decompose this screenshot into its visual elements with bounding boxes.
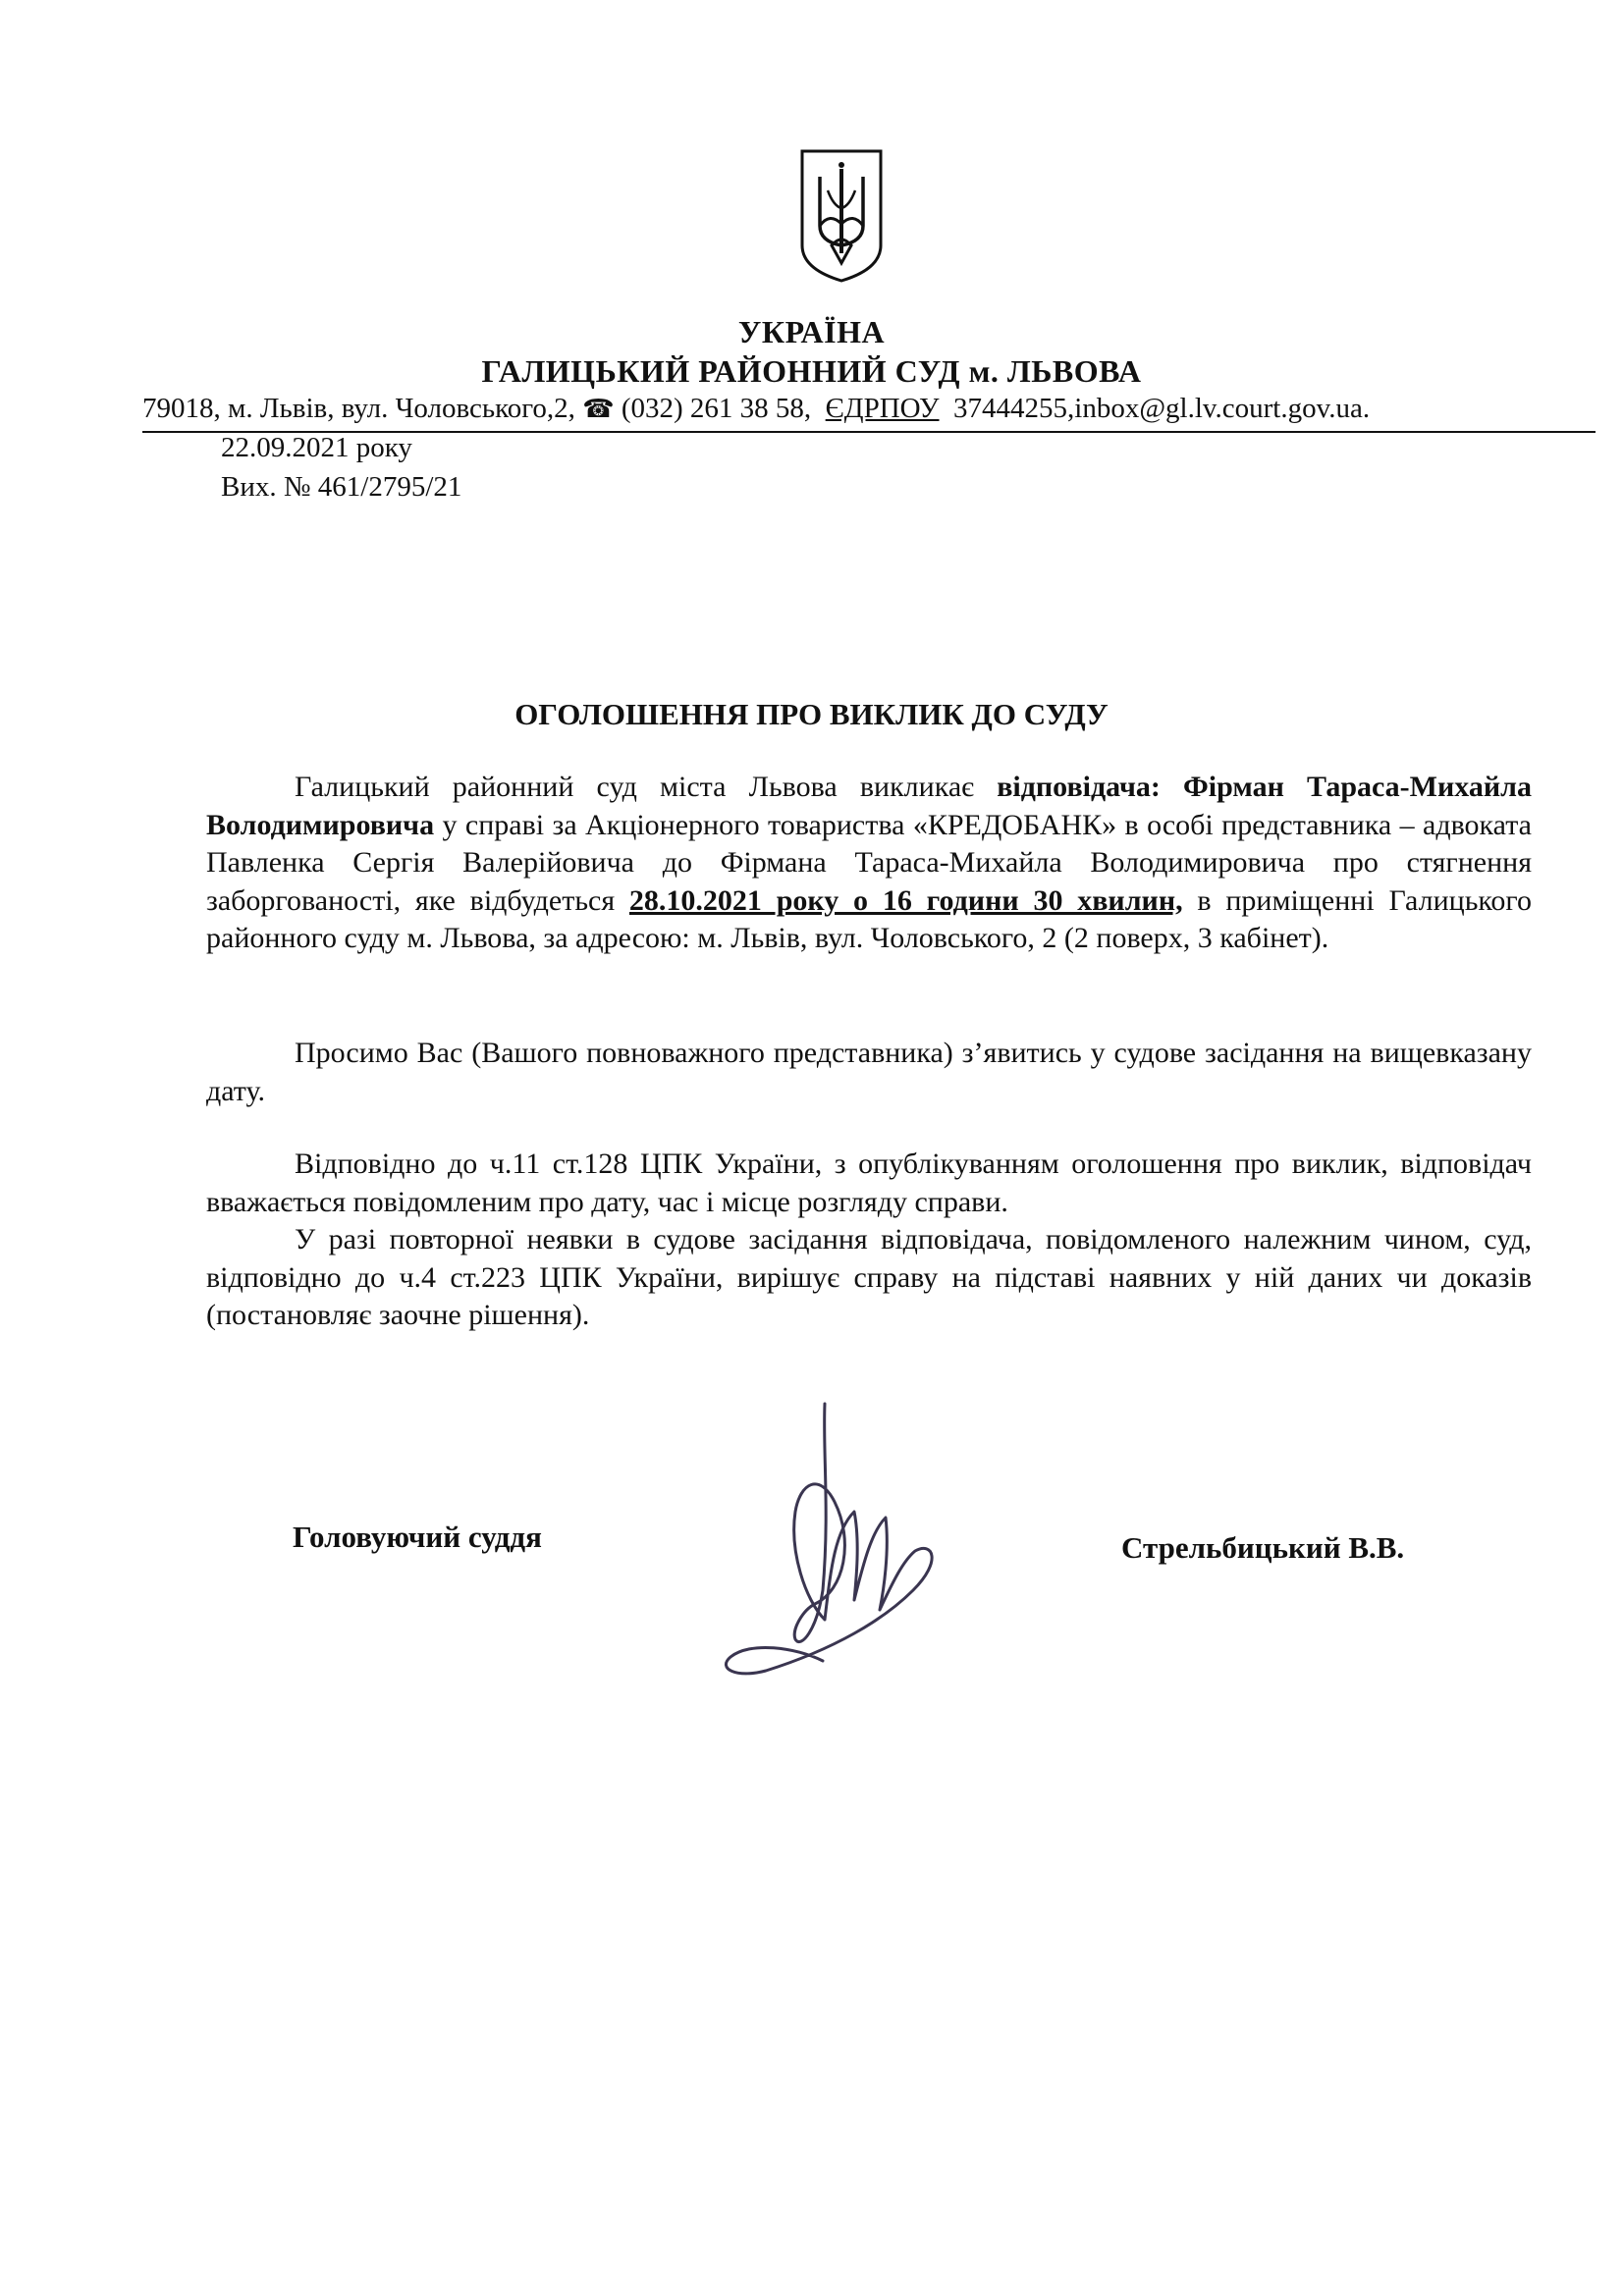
defendant-name: відповідача: Фірман Тараса-Михайла Володимировича	[206, 771, 1532, 841]
p4-text: У разі повторної неявки в судове засідання відповідача, повідомленого належним чином, суд, відповідно до ч.4 ст.223 ЦПК України, вирішує справу на підставі наявних у ній даних чи доказів (постановляє заочне рішення).	[206, 1223, 1532, 1331]
handwritten-signature	[707, 1394, 943, 1698]
ukraine-coat-of-arms-icon	[798, 147, 885, 285]
hearing-datetime: 28.10.2021 року о 16 години 30 хвилин,	[628, 883, 1183, 917]
document-date: 22.09.2021 року	[221, 432, 412, 463]
p1-text-a: Галицький районний суд міста Львова викликає	[295, 771, 998, 803]
header-address-line	[142, 393, 1596, 433]
p1-text-e: в приміщенні Галицького районного суду м. Львова, за адресою: м. Львів, вул. Чоловського, 2 (2 поверх, 3 кабінет).	[206, 883, 1532, 954]
default-judgment-paragraph	[206, 1221, 1532, 1335]
header-court-name: ГАЛИЦЬКИЙ РАЙОННИЙ СУД м. ЛЬВОВА	[481, 353, 1142, 389]
phone-icon: ☎	[582, 395, 615, 423]
court-address: 79018, м. Львів, вул. Чоловського,2,	[142, 393, 575, 424]
request-paragraph	[206, 1035, 1532, 1110]
edrpou-and-email: 37444255,inbox@gl.lv.court.gov.ua.	[953, 393, 1371, 424]
p1-text-c: у справі за Акціонерного товариства «КРЕДОБАНК» в особі представника – адвоката Павленка Сергія Валерійовича до Фірмана Тараса-Михайла Володимировича про стягнення заборгованості, яке відбудеться	[206, 808, 1532, 917]
p3-text: Відповідно до ч.11 ст.128 ЦПК України, з опублікуванням оголошення про виклик, відповідач вважається повідомленим про дату, час і місце розгляду справи.	[206, 1148, 1532, 1218]
court-phone: (032) 261 38 58,	[621, 393, 812, 424]
outgoing-number: Вих. № 461/2795/21	[221, 471, 462, 503]
summons-paragraph	[206, 769, 1532, 958]
edrpou-label: ЄДРПОУ	[825, 393, 940, 424]
judge-title: Головуючий суддя	[293, 1520, 542, 1554]
document-title: ОГОЛОШЕННЯ ПРО ВИКЛИК ДО СУДУ	[514, 697, 1109, 731]
p2-text: Просимо Вас (Вашого повноважного представника) з’явитись у судове засідання на вищевказану дату.	[206, 1037, 1532, 1107]
header-country: УКРАЇНА	[737, 314, 886, 349]
judge-name: Стрельбицький В.В.	[1121, 1530, 1405, 1565]
notice-paragraph	[206, 1146, 1532, 1221]
